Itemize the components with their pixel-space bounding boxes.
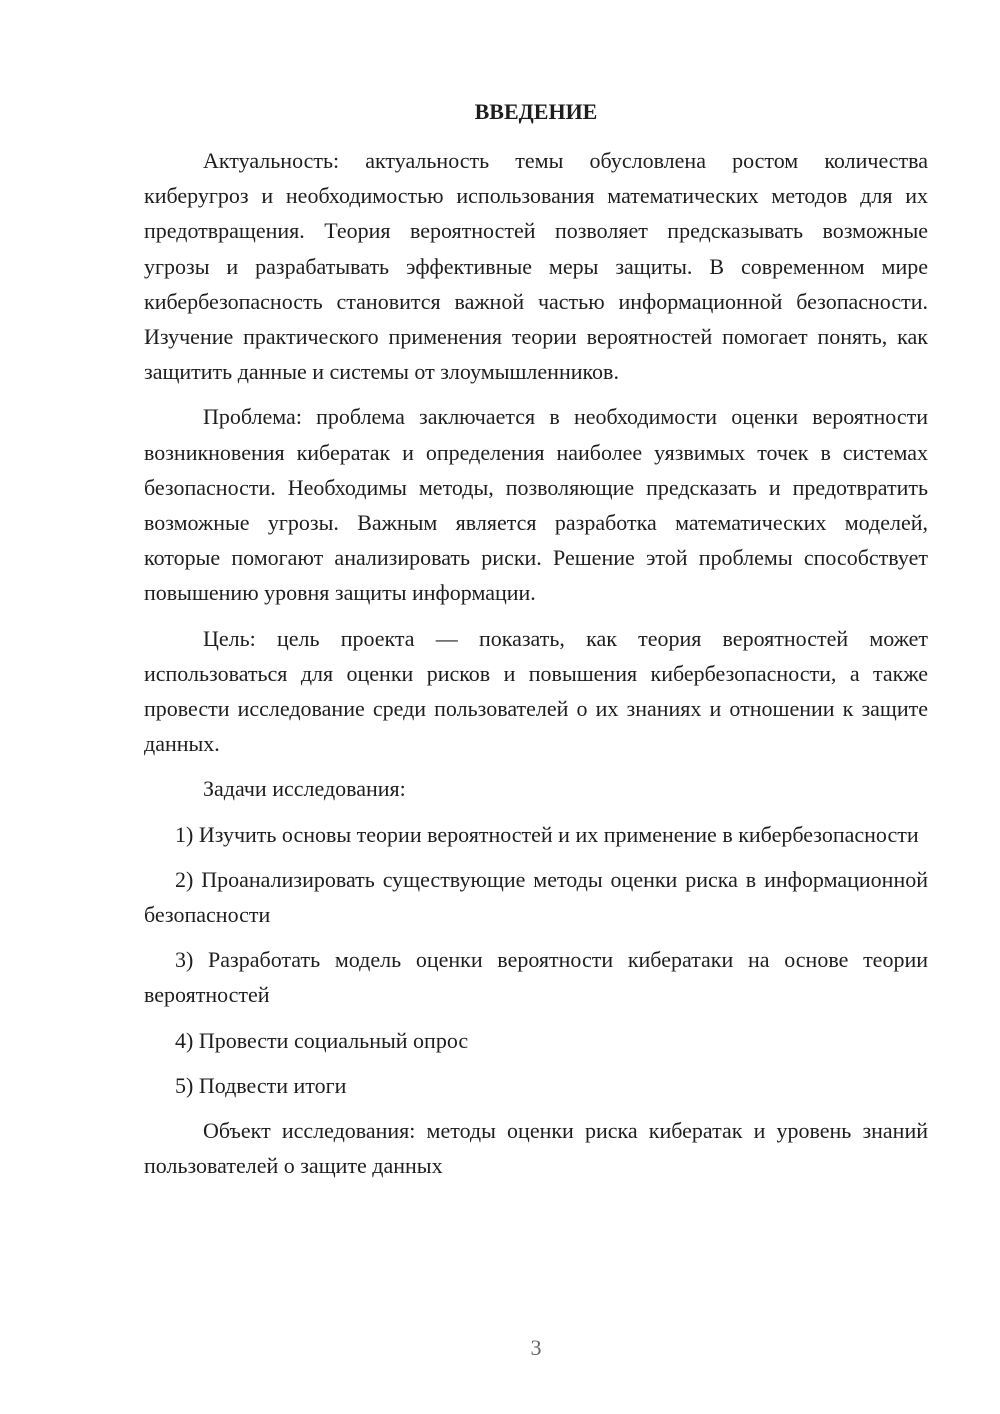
paragraph-problem: Проблема: проблема заключается в необходимости оценки вероятности возникновения кибератак и определения наиболее уязвимых точек в системах безопасности. Необходимы методы, позволяющие предсказать и предотвратить возможные угрозы. Важным является разработка математических моделей, которые помогают анализировать риски. Решение этой проблемы способствует повышению уровня защиты информации. — [144, 404, 928, 606]
section-heading: ВВЕДЕНИЕ — [474, 99, 598, 124]
task-item-5: 5) Подвести итоги — [175, 1072, 347, 1098]
paragraph-goal: Цель: цель проекта — показать, как теория вероятностей может использоваться для оценки рисков и повышения кибербезопасности, а также провести исследование среди пользователей о их знаниях и отношении к защите данных. — [144, 625, 928, 757]
paragraph-object: Объект исследования: методы оценки риска кибератак и уровень знаний пользователей о защите данных — [144, 1118, 928, 1179]
page-number: 3 — [530, 1335, 542, 1360]
tasks-heading: Задачи исследования: — [203, 776, 406, 802]
document-body — [144, 143, 928, 1193]
task-item-1: 1) Изучить основы теории вероятностей и их применение в кибербезопасности — [175, 821, 919, 847]
task-item-4: 4) Провести социальный опрос — [175, 1027, 469, 1053]
task-item-2: 2) Проанализировать существующие методы оценки риска в информационной безопасности — [144, 866, 928, 928]
paragraph-relevance: Актуальность: актуальность темы обусловлена ростом количества киберугроз и необходимостью использования математических методов для их предотвращения. Теория вероятностей позволяет предсказывать возможные угрозы и разрабатывать эффективные меры защиты. В современном мире кибербезопасность становится важной частью информационной безопасности. Изучение практического применения теории вероятностей помогает понять, как защитить данные и системы от злоумышленников. — [144, 148, 928, 385]
task-item-3: 3) Разработать модель оценки вероятности кибератаки на основе теории вероятностей — [144, 947, 928, 1008]
